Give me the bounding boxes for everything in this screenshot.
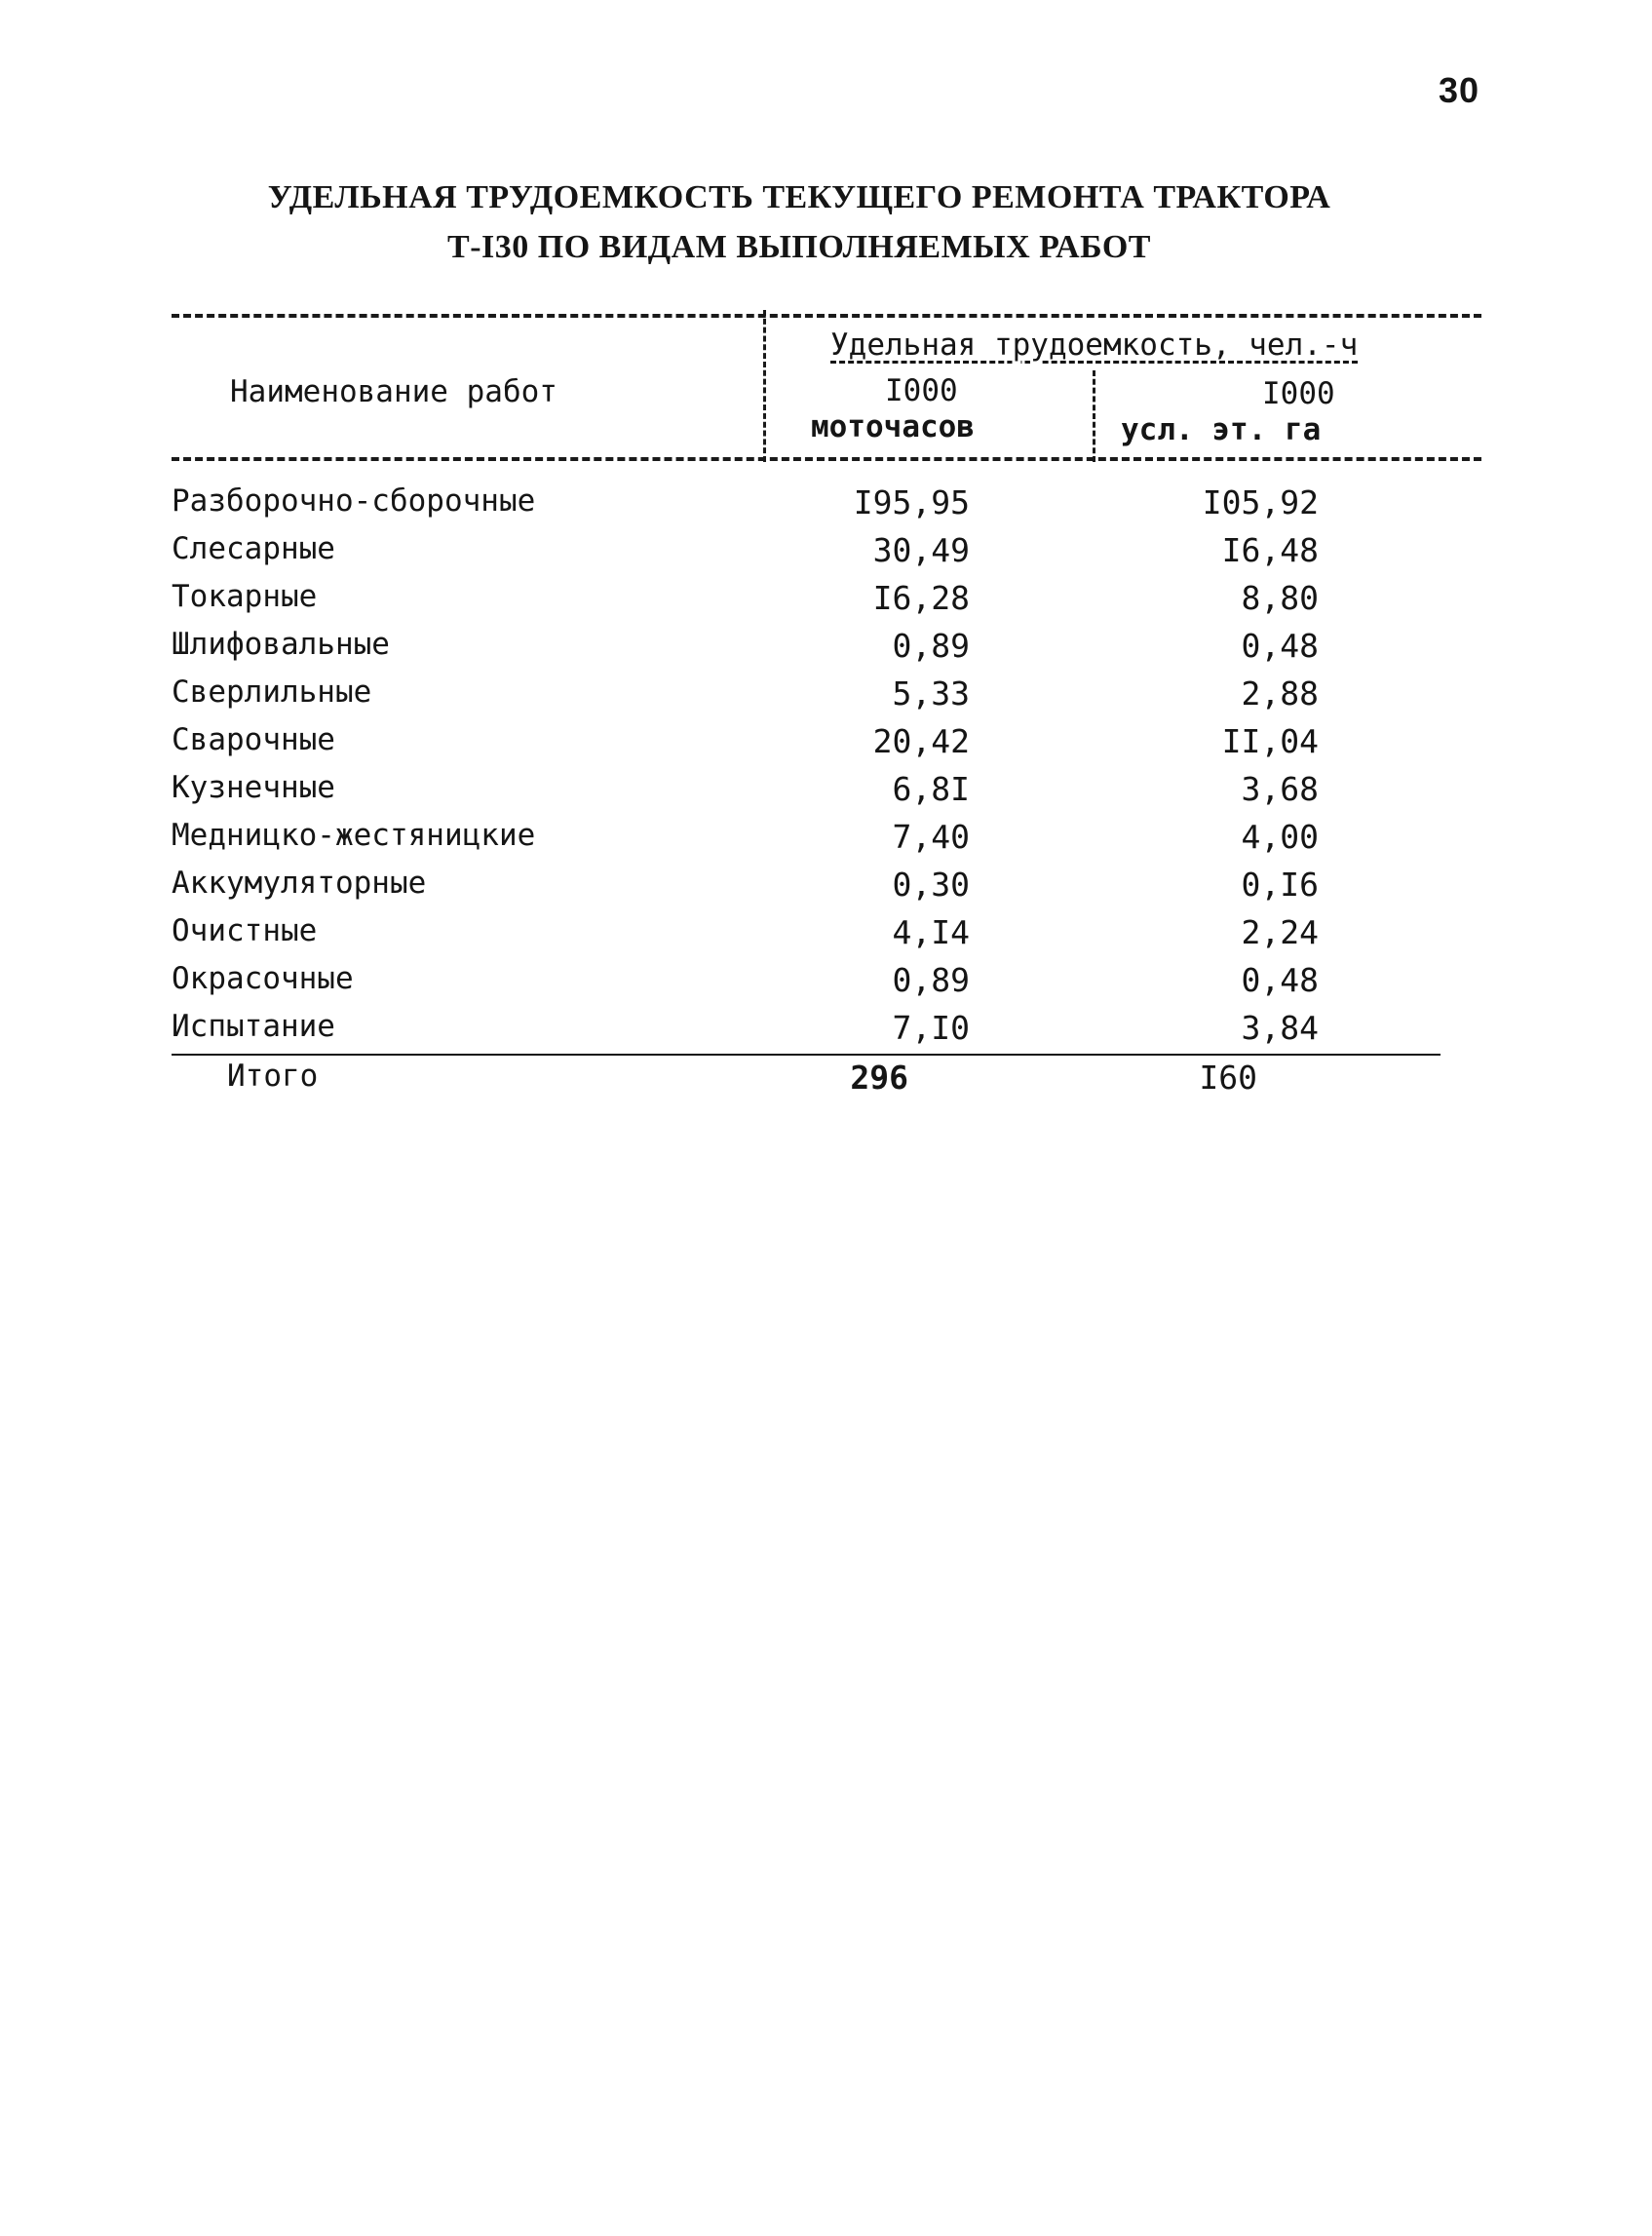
header-group-label: Удельная трудоемкость, чел.-ч bbox=[830, 328, 1359, 363]
per-1000-motor-hours: 7,40 bbox=[892, 818, 970, 856]
per-1000-conv-ha: 0,48 bbox=[1241, 627, 1319, 665]
total-per-1000-conv-ha: I60 bbox=[1199, 1059, 1257, 1097]
per-1000-motor-hours: 30,49 bbox=[872, 531, 970, 569]
work-type: Медницко-жестяницкие bbox=[172, 818, 536, 853]
total-label: Итого bbox=[227, 1059, 319, 1094]
work-type: Окрасочные bbox=[172, 961, 354, 996]
per-1000-motor-hours: 6,8I bbox=[892, 770, 970, 808]
per-1000-motor-hours: 5,33 bbox=[892, 675, 970, 713]
header-bottom-rule bbox=[172, 457, 1481, 461]
per-1000-conv-ha: II,04 bbox=[1221, 722, 1319, 760]
per-1000-motor-hours: 0,89 bbox=[892, 961, 970, 999]
work-type: Токарные bbox=[172, 579, 318, 614]
table-row bbox=[0, 866, 1652, 912]
per-1000-conv-ha: 0,48 bbox=[1241, 961, 1319, 999]
table-row bbox=[0, 675, 1652, 721]
per-1000-conv-ha: 0,I6 bbox=[1241, 866, 1319, 904]
per-1000-conv-ha: 2,88 bbox=[1241, 675, 1319, 713]
per-1000-motor-hours: 0,30 bbox=[892, 866, 970, 904]
table-row bbox=[0, 961, 1652, 1008]
work-type: Очистные bbox=[172, 913, 318, 948]
header-top-rule bbox=[172, 314, 1481, 318]
per-1000-conv-ha: 3,68 bbox=[1241, 770, 1319, 808]
table-row bbox=[0, 770, 1652, 817]
header-subcolumn-divider bbox=[1093, 370, 1095, 462]
table-row bbox=[0, 913, 1652, 960]
per-1000-conv-ha: I6,48 bbox=[1221, 531, 1319, 569]
table-row bbox=[0, 818, 1652, 865]
per-1000-conv-ha: 4,00 bbox=[1241, 818, 1319, 856]
total-per-1000-motor-hours: 296 bbox=[850, 1059, 908, 1097]
header-col1-line1: I000 bbox=[885, 373, 958, 408]
header-name-column: Наименование работ bbox=[230, 374, 557, 409]
table-row bbox=[0, 1009, 1652, 1056]
per-1000-motor-hours: I6,28 bbox=[872, 579, 970, 617]
table-row bbox=[0, 627, 1652, 674]
total-row bbox=[0, 1059, 1652, 1105]
table-row bbox=[0, 483, 1652, 530]
per-1000-conv-ha: 8,80 bbox=[1241, 579, 1319, 617]
per-1000-motor-hours: 7,I0 bbox=[892, 1009, 970, 1047]
table-row bbox=[0, 531, 1652, 578]
per-1000-motor-hours: 20,42 bbox=[872, 722, 970, 760]
per-1000-conv-ha: 3,84 bbox=[1241, 1009, 1319, 1047]
header-col1-line2: моточасов bbox=[811, 409, 975, 444]
header-col2-line2: усл. эт. га bbox=[1121, 412, 1322, 447]
per-1000-motor-hours: 0,89 bbox=[892, 627, 970, 665]
page-number: 30 bbox=[1439, 70, 1480, 110]
work-type: Разборочно-сборочные bbox=[172, 483, 536, 519]
total-rule bbox=[172, 1054, 1441, 1056]
header-col2-line1: I000 bbox=[1262, 376, 1335, 411]
work-type: Испытание bbox=[172, 1009, 335, 1044]
work-type: Аккумуляторные bbox=[172, 866, 427, 901]
table-row bbox=[0, 579, 1652, 626]
table-row bbox=[0, 722, 1652, 769]
table-title-line-1: УДЕЛЬНАЯ ТРУДОЕМКОСТЬ ТЕКУЩЕГО РЕМОНТА ТРАКТОРА bbox=[267, 179, 1331, 215]
table-title-line-2: Т-I30 ПО ВИДАМ ВЫПОЛНЯЕМЫХ РАБОТ bbox=[447, 229, 1151, 265]
header-column-divider bbox=[763, 310, 766, 462]
per-1000-conv-ha: 2,24 bbox=[1241, 913, 1319, 951]
per-1000-motor-hours: I95,95 bbox=[853, 483, 970, 521]
per-1000-motor-hours: 4,I4 bbox=[892, 913, 970, 951]
work-type: Шлифовальные bbox=[172, 627, 390, 662]
work-type: Слесарные bbox=[172, 531, 335, 566]
work-type: Сверлильные bbox=[172, 675, 372, 710]
work-type: Кузнечные bbox=[172, 770, 335, 805]
work-type: Сварочные bbox=[172, 722, 335, 757]
per-1000-conv-ha: I05,92 bbox=[1202, 483, 1319, 521]
